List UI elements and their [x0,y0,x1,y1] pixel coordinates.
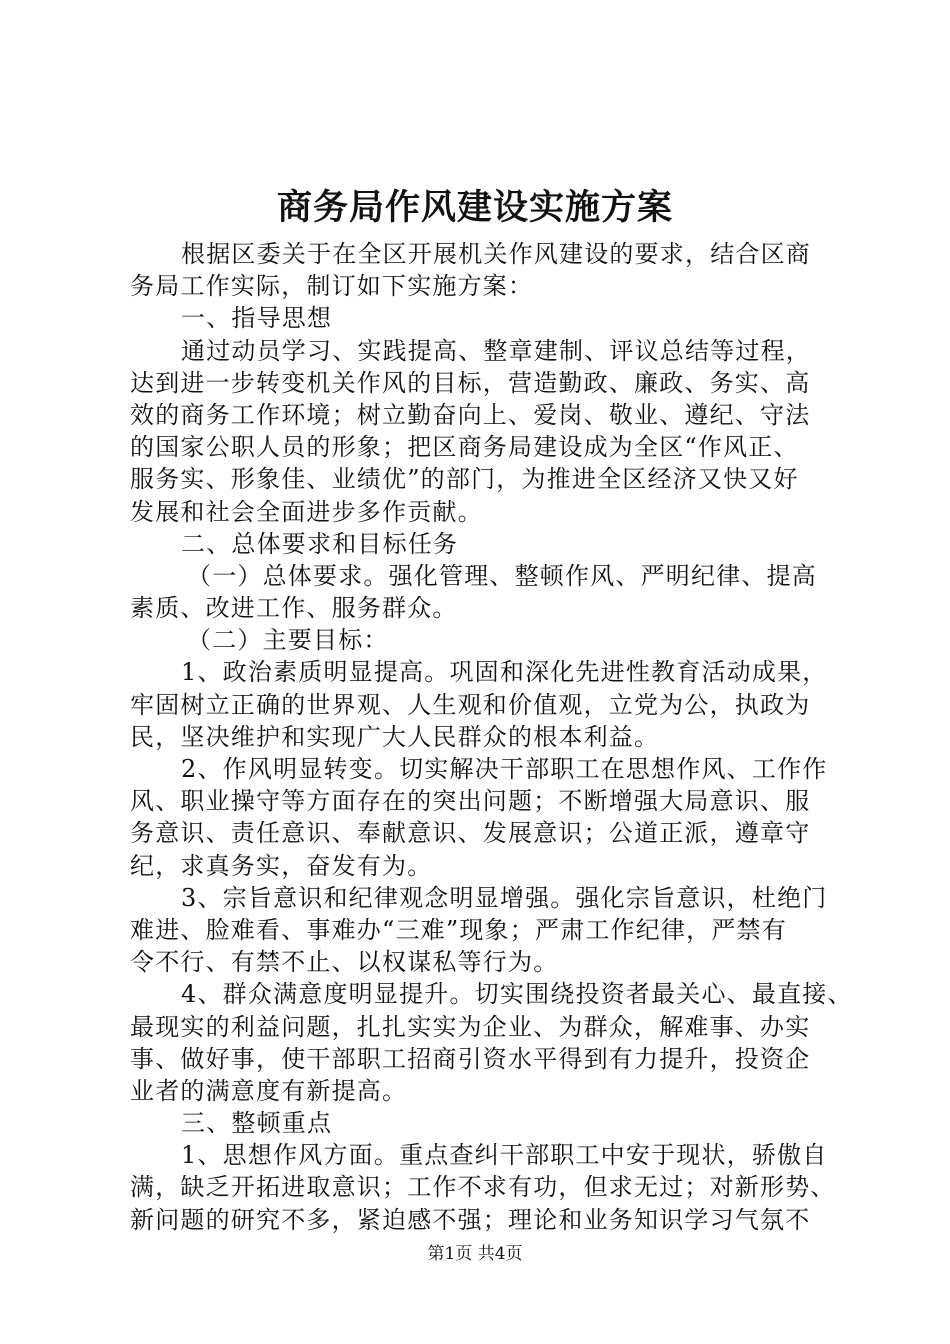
paragraph-line: 1、政治素质明显提高。巩固和深化先进性教育活动成果， [181,658,828,687]
paragraph-line: 民，坚决维护和实现广大人民群众的根本利益。 [130,722,660,751]
paragraph-line: 事、做好事，使干部职工招商引资水平得到有力提升，投资企 [130,1044,811,1073]
paragraph-line: 素质、改进工作、服务群众。 [130,594,458,623]
page-number: 第1页 共4页 [427,1244,523,1264]
paragraph-line: 纪，求真务实，奋发有为。 [130,851,433,880]
paragraph-line: 满，缺乏开拓进取意识；工作不求有功，但求无过；对新形势、 [130,1173,836,1202]
paragraph-line: 通过动员学习、实践提高、整章建制、评议总结等过程， [181,336,811,365]
document-title: 商务局作风建设实施方案 [276,187,673,228]
paragraph-line: 的国家公职人员的形象；把区商务局建设成为全区“作风正、 [130,433,799,462]
paragraph-line: （一）总体要求。强化管理、整顿作风、严明纪律、提高 [187,561,817,590]
paragraph-line: 新问题的研究不多，紧迫感不强；理论和业务知识学习气氛不 [130,1205,811,1234]
paragraph-line: 根据区委关于在全区开展机关作风建设的要求，结合区商 [181,240,811,268]
paragraph-line: 1、思想作风方面。重点查纠干部职工中安于现状，骄傲自 [181,1141,828,1170]
paragraph-line: 4、群众满意度明显提升。切实围绕投资者最关心、最直接、 [181,980,853,1009]
paragraph-line: 令不行、有禁不止、以权谋私等行为。 [130,948,559,977]
section-heading: 一、指导思想 [181,304,333,333]
document-body [130,238,853,1236]
paragraph-line: 风、职业操守等方面存在的突出问题；不断增强大局意识、服 [130,787,811,816]
paragraph-line: 牢固树立正确的世界观、人生观和价值观，立党为公，执政为 [130,690,811,719]
paragraph-line: 业者的满意度有新提高。 [130,1076,408,1105]
paragraph-line: 最现实的利益问题，扎扎实实为企业、为群众，解难事、办实 [130,1012,811,1041]
paragraph-line: 难进、脸难看、事难办“三难”现象；严肃工作纪律，严禁有 [130,915,787,944]
paragraph-line: 务意识、责任意识、奉献意识、发展意识；公道正派，遵章守 [130,819,811,848]
subsection-heading: （二）主要目标： [187,626,389,655]
paragraph-line: 2、作风明显转变。切实解决干部职工在思想作风、工作作 [181,755,828,783]
paragraph-line: 务局工作实际，制订如下实施方案： [130,272,534,301]
section-heading: 二、总体要求和目标任务 [181,529,459,558]
section-heading: 三、整顿重点 [181,1109,333,1138]
paragraph-line: 效的商务工作环境；树立勤奋向上、爱岗、敬业、遵纪、守法 [130,400,811,429]
paragraph-line: 发展和社会全面进步多作贡献。 [130,497,483,526]
paragraph-line: 服务实、形象佳、业绩优”的部门，为推进全区经济又快又好 [130,465,799,494]
paragraph-line: 3、宗旨意识和纪律观念明显增强。强化宗旨意识，杜绝门 [181,883,828,912]
paragraph-line: 达到进一步转变机关作风的目标，营造勤政、廉政、务实、高 [130,368,811,397]
